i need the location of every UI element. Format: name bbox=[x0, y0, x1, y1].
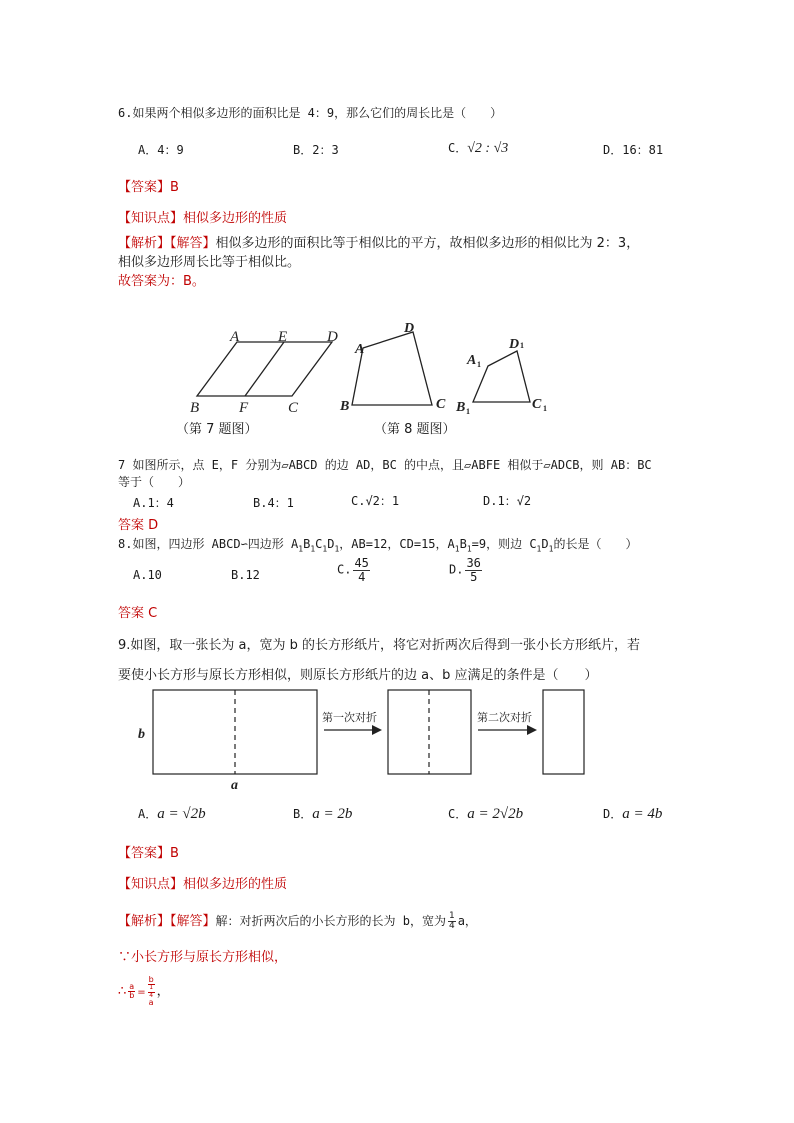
q9-because: ∵小长方形与原长方形相似， bbox=[118, 950, 288, 965]
fig8-label-b1: B bbox=[456, 400, 466, 415]
q6-option-b[interactable]: B．2：3 bbox=[293, 143, 339, 157]
q6-analysis-line2: 相似多边形周长比等于相似比。 bbox=[118, 255, 301, 270]
q8-sub: 1 bbox=[466, 544, 472, 554]
fig8-label-c1: C bbox=[532, 397, 542, 412]
fig8-label-a1: A bbox=[467, 353, 477, 368]
fig7-label-f: F bbox=[239, 400, 249, 416]
label-b: b bbox=[138, 727, 145, 742]
figure-8-caption: （第 8 题图） bbox=[374, 422, 456, 437]
q6-option-c[interactable] bbox=[448, 139, 508, 157]
q9-analysis bbox=[118, 910, 477, 931]
q6-answer: 【答案】B bbox=[118, 180, 179, 195]
fig7-label-c: C bbox=[288, 400, 299, 416]
q9-analysis-text: 解：对折两次后的小长方形的长为 b，宽为 bbox=[215, 914, 446, 928]
q9-eq-rhs-den bbox=[148, 985, 155, 1007]
fig7-label-d: D bbox=[327, 329, 338, 345]
q6-analysis-label: 【解析】【解答】 bbox=[118, 236, 216, 251]
q9-eq-rhs bbox=[148, 976, 155, 1007]
q9-option-b-label: B． bbox=[293, 807, 313, 821]
q8-option-c-denominator: 4 bbox=[358, 569, 366, 584]
fig8-label-b: B bbox=[340, 399, 350, 414]
q6-option-a[interactable]: A．4：9 bbox=[138, 143, 184, 157]
q6-option-c-label: C． bbox=[448, 141, 468, 155]
q6-option-c-formula: √2 : √3 bbox=[467, 141, 509, 156]
q8-sub: 1 bbox=[548, 544, 554, 554]
q8-sub: 1 bbox=[322, 544, 328, 554]
q8-sub: 1 bbox=[536, 544, 542, 554]
q6-conclusion: 故答案为：B。 bbox=[118, 274, 205, 289]
fold-label-2: 第二次对折 bbox=[477, 711, 532, 724]
figure-8-quadrilaterals bbox=[336, 318, 556, 418]
q7-option-a[interactable]: A.1：4 bbox=[133, 496, 174, 510]
q9-fraction-numerator: 1 bbox=[448, 910, 455, 921]
arrow-2-head bbox=[527, 725, 537, 735]
q8-option-d-label: D. bbox=[449, 562, 464, 577]
q7-answer: 答案 D bbox=[118, 518, 159, 533]
q7-option-d-formula: √2 bbox=[516, 494, 532, 508]
q7-option-d-label: D.1： bbox=[483, 494, 517, 508]
fig8-sub-d1: 1 bbox=[520, 341, 524, 350]
q8-option-d-denominator: 5 bbox=[470, 569, 478, 584]
q7-line2: 等于（ ） bbox=[118, 475, 191, 489]
q9-folding-figure bbox=[130, 686, 600, 798]
q7-option-b[interactable]: B.4：1 bbox=[253, 496, 294, 510]
q9-option-a-label: A． bbox=[138, 807, 158, 821]
figure-7-caption: （第 7 题图） bbox=[176, 422, 258, 437]
fig7-label-a: A bbox=[230, 329, 240, 345]
q9-analysis-tail: a， bbox=[457, 914, 477, 928]
q8-option-c-fraction bbox=[353, 557, 369, 583]
q7-option-c[interactable] bbox=[351, 492, 399, 509]
q8-option-b[interactable]: B.12 bbox=[231, 568, 260, 582]
q9-option-a[interactable] bbox=[138, 805, 206, 823]
q9-option-a-formula: a = √2b bbox=[157, 806, 206, 822]
q7-option-c-formula: √2：1 bbox=[365, 494, 400, 508]
q9-fraction-denominator: 4 bbox=[448, 921, 455, 931]
fig8-label-d: D bbox=[404, 321, 415, 336]
fig8-sub-c1: 1 bbox=[543, 404, 547, 413]
q8-sub: 1 bbox=[298, 544, 304, 554]
fig8-sub-b1: 1 bbox=[466, 407, 470, 416]
q9-analysis-fraction bbox=[448, 912, 456, 932]
q9-eq-inner-num: 1 bbox=[149, 984, 154, 992]
q9-option-c-label: C． bbox=[448, 807, 468, 821]
q7-line1: 7 如图所示，点 E，F 分别为▱ABCD 的边 AD，BC 的中点，且▱ABFE 相似于▱ADCB，则 AB：BC bbox=[118, 458, 652, 472]
q9-knowledge: 【知识点】相似多边形的性质 bbox=[118, 877, 288, 892]
q9-eq-lhs bbox=[128, 983, 135, 1001]
q6-option-d[interactable]: D．16：81 bbox=[603, 143, 664, 157]
fold-label-1: 第一次对折 bbox=[322, 711, 377, 724]
quadrilateral-a1b1c1d1 bbox=[473, 351, 530, 402]
fig8-label-a: A bbox=[355, 342, 365, 357]
q8-question-mid2: =9，则边 C bbox=[471, 537, 537, 551]
q6-analysis-text1: 相似多边形的面积比等于相似比的平方，故相似多边形的相似比为 2：3， bbox=[215, 236, 640, 251]
q9-line2: 要使小长方形与原长方形相似，则原长方形纸片的边 a、b 应满足的条件是（ ） bbox=[118, 668, 598, 683]
q6-knowledge-text: 【知识点】相似多边形的性质 bbox=[118, 211, 288, 226]
q8-option-c[interactable] bbox=[337, 557, 372, 583]
q9-therefore: ∴ bbox=[118, 984, 127, 1000]
q8-option-d[interactable] bbox=[449, 557, 484, 583]
q9-option-d[interactable] bbox=[603, 805, 662, 823]
q9-analysis-label: 【解析】【解答】 bbox=[118, 914, 216, 929]
q8-option-d-numerator: 36 bbox=[466, 556, 481, 570]
q9-option-d-formula: a = 4b bbox=[622, 806, 663, 822]
q9-option-c[interactable] bbox=[448, 805, 523, 823]
q9-line1: 9.如图，取一张长为 a，宽为 b 的长方形纸片，将它对折两次后得到一张小长方形纸片，若 bbox=[118, 638, 641, 653]
q9-eq-equals: = bbox=[137, 987, 146, 999]
q9-eq-inner-var: a bbox=[148, 997, 154, 1007]
q9-answer: 【答案】B bbox=[118, 846, 179, 861]
q6-knowledge bbox=[118, 207, 287, 226]
q9-eq-lhs-num: a bbox=[129, 981, 135, 991]
q9-eq-tail: ， bbox=[156, 984, 170, 1000]
q9-eq-lhs-den: b bbox=[129, 991, 135, 1001]
q9-eq-rhs-inner-frac bbox=[148, 985, 155, 999]
label-a: a bbox=[231, 778, 238, 793]
segment-ef bbox=[245, 342, 284, 396]
fig8-label-d1: D bbox=[509, 337, 520, 352]
q9-eq-inner-den: 4 bbox=[149, 991, 154, 999]
fig8-sub-a1: 1 bbox=[477, 360, 481, 369]
q8-option-c-label: C. bbox=[337, 562, 352, 577]
q7-option-c-label: C. bbox=[351, 494, 366, 508]
q8-sub: 1 bbox=[310, 544, 316, 554]
q8-answer: 答案 C bbox=[118, 606, 158, 621]
arrow-1-head bbox=[372, 725, 382, 735]
q9-equation bbox=[118, 976, 170, 1007]
q8-question-end: 的长是（ ） bbox=[553, 537, 638, 551]
q6-analysis-line1 bbox=[118, 232, 639, 251]
fig8-label-c: C bbox=[436, 397, 446, 412]
fig7-label-e: E bbox=[278, 329, 288, 345]
fig7-label-b: B bbox=[190, 400, 200, 416]
q8-question-pre: 8.如图，四边形 ABCD∽四边形 A bbox=[118, 537, 299, 551]
q9-eq-rhs-num: b bbox=[148, 975, 154, 984]
q8-sub: 1 bbox=[454, 544, 460, 554]
q8-option-a[interactable]: A.10 bbox=[133, 568, 162, 582]
q8-sub: 1 bbox=[334, 544, 340, 554]
q8-question-mid: ，AB=12，CD=15，A bbox=[339, 537, 455, 551]
q9-option-b-formula: a = 2b bbox=[312, 806, 353, 822]
q6-question: 6.如果两个相似多边形的面积比是 4：9，那么它们的周长比是（ ） bbox=[118, 106, 503, 120]
q8-option-d-fraction bbox=[465, 557, 481, 583]
q9-option-d-label: D． bbox=[603, 807, 623, 821]
quarter-rectangle bbox=[543, 690, 584, 774]
q8-option-c-numerator: 45 bbox=[354, 556, 369, 570]
q9-option-b[interactable] bbox=[293, 805, 352, 823]
q8-question: 8.如图，四边形 ABCD∽四边形 $A_1B_1C_1D_1$，AB=12，CD=15，$A_1B_1=9$，则边 $C_1D_1$的长是（ ） bbox=[118, 537, 638, 554]
q7-option-d[interactable] bbox=[483, 492, 531, 509]
q9-option-c-formula: a = 2√2b bbox=[467, 806, 524, 822]
